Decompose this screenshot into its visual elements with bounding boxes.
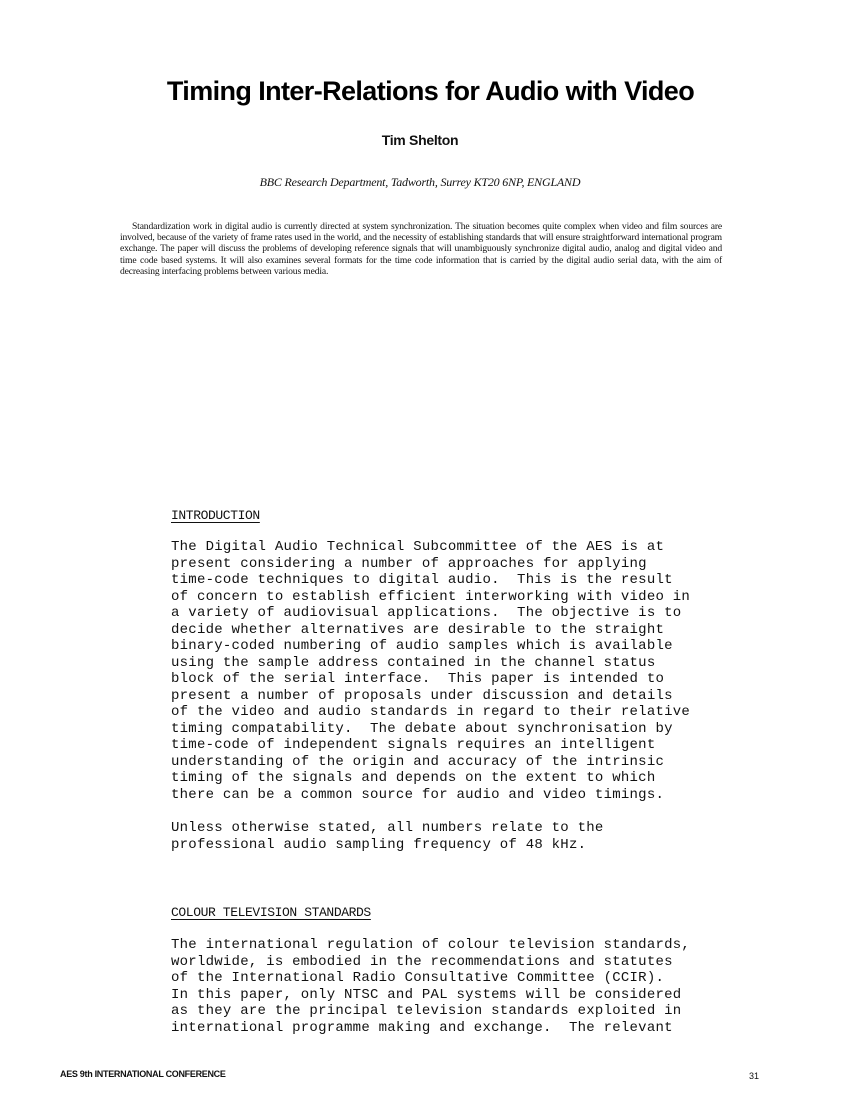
section-heading-colour-television-standards: COLOUR TELEVISION STANDARDS [171,905,371,920]
page-number: 31 [749,1071,760,1081]
section-heading-introduction: INTRODUCTION [171,508,260,523]
colour-television-paragraph-1: The international regulation of colour television standards, worldwide, is embodied in the recommendations and statutes of the International Radio Consultative Committee (CCIR). In this paper, only NTSC and PAL systems will be considered as they are the principal television standards exploited in international programme making and exchange. The relevant [171,937,691,1036]
paper-title: Timing Inter-Relations for Audio with Video [166,76,695,106]
introduction-paragraph-2: Unless otherwise stated, all numbers relate to the professional audio sampling frequency of 48 kHz. [171,820,604,853]
abstract: Standardization work in digital audio is currently directed at system synchronization. The situation becomes quite complex when video and film sources are involved, because of the variety of frame rates used in the world, and the necessity of establishing standards that will ensure straightforward international program exchange. The paper will discuss the problems of developing reference signals that will unambiguously synchronize digital audio, analog and digital video and time code based systems. It will also examines several formats for the time code information that is carried by the digital audio serial data, with the aim of decreasing interfacing problems between various media. [120,221,722,277]
author-name: Tim Shelton [381,132,459,148]
footer-conference: AES 9th INTERNATIONAL CONFERENCE [60,1069,226,1079]
author-affiliation: BBC Research Department, Tadworth, Surrey KT20 6NP, ENGLAND [259,175,581,189]
introduction-paragraph-1: The Digital Audio Technical Subcommittee of the AES is at present considering a number of approaches for applying time-code techniques to digital audio. This is the result of concern to establish efficient interworking with video in a variety of audiovisual applications. The objective is to decide whether alternatives are desirable to the straight binary-coded numbering of audio samples which is available using the sample address contained in the channel status block of the serial interface. This paper is intended to present a number of proposals under discussion and details of the video and audio standards in regard to their relative timing compatability. The debate about synchronisation by time-code of independent signals requires an intelligent understanding of the origin and accuracy of the intrinsic timing of the signals and depends on the extent to which there can be a common source for audio and video timings. [171,539,691,803]
